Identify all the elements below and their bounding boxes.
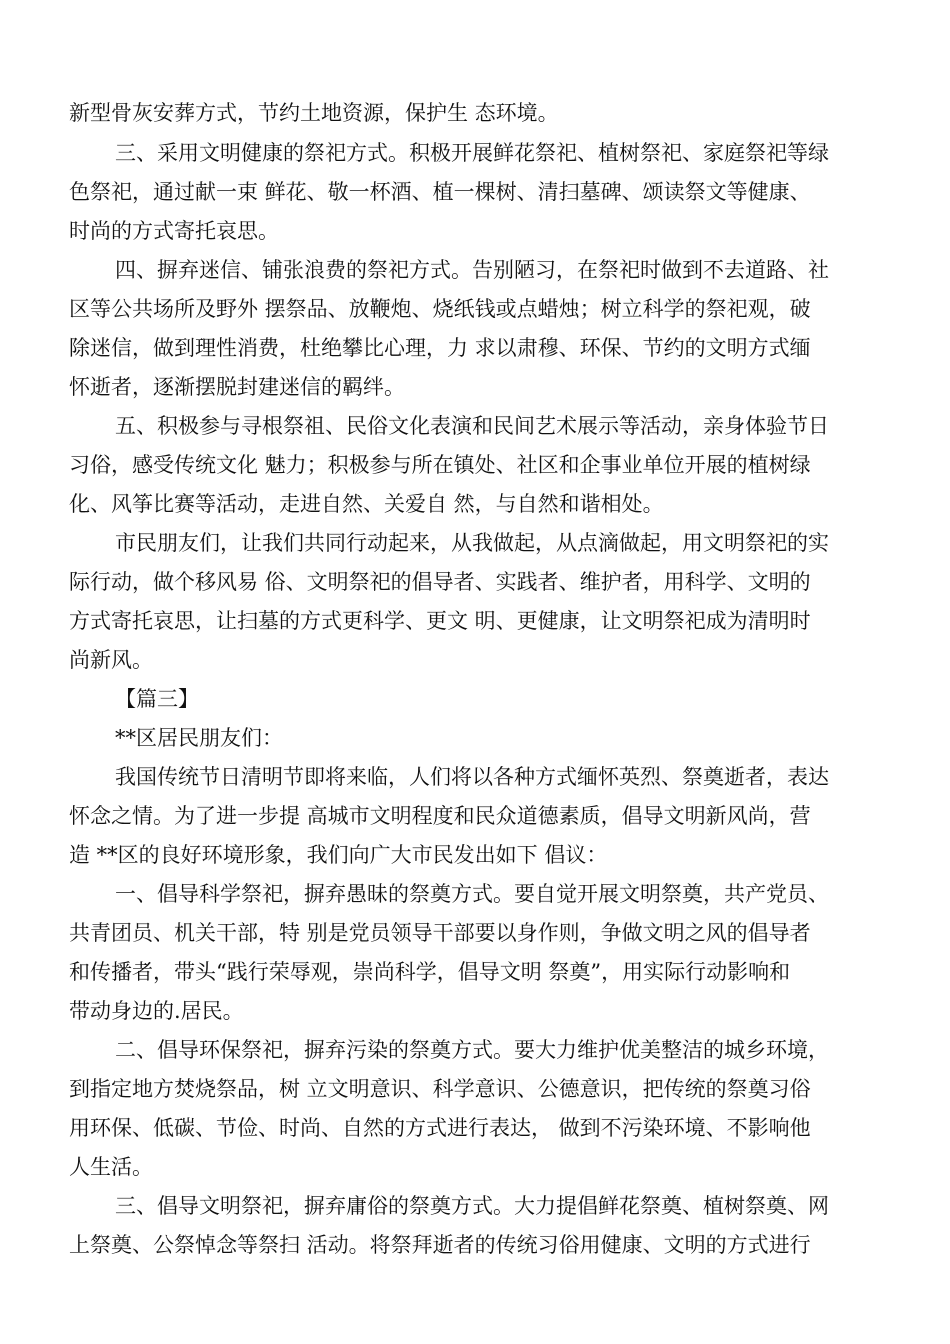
text-line-27: 用环保、低碳、节俭、时尚、自然的方式进行表达， 做到不污染环境、不影响他 — [69, 1116, 811, 1140]
text-line-18: 我国传统节日清明节即将来临，人们将以各种方式缅怀英烈、祭奠逝者，表达 — [115, 765, 829, 789]
text-line-8: 怀逝者，逐渐摆脱封建迷信的羁绊。 — [69, 375, 405, 399]
text-line-11: 化、风筝比赛等活动，走进自然、关爱自 然，与自然和谐相处。 — [69, 492, 664, 516]
text-line-9: 五、积极参与寻根祭祖、民俗文化表演和民间艺术展示等活动，亲身体验节日 — [115, 414, 829, 438]
text-line-14: 方式寄托哀思，让扫墓的方式更科学、更文 明、更健康，让文明祭祀成为清明时 — [69, 609, 811, 633]
text-line-4: 时尚的方式寄托哀思。 — [69, 219, 279, 243]
text-line-28: 人生活。 — [69, 1155, 153, 1179]
text-line-3: 色祭祀，通过献一束 鲜花、敬一杯酒、植一棵树、清扫墓碑、颂读祭文等健康、 — [69, 180, 811, 204]
text-line-10: 习俗，感受传统文化 魅力；积极参与所在镇处、社区和企事业单位开展的植树绿 — [69, 453, 811, 477]
text-line-2: 三、采用文明健康的祭祀方式。积极开展鲜花祭祀、植树祭祀、家庭祭祀等绿 — [115, 141, 829, 165]
text-line-21: 一、倡导科学祭祀，摒弃愚昧的祭奠方式。要自觉开展文明祭奠，共产党员、 — [115, 882, 829, 906]
text-line-29: 三、倡导文明祭祀，摒弃庸俗的祭奠方式。大力提倡鲜花祭奠、植树祭奠、网 — [115, 1194, 829, 1218]
text-line-7: 除迷信，做到理性消费，杜绝攀比心理，力 求以肃穆、环保、节约的文明方式缅 — [69, 336, 811, 360]
text-line-13: 际行动，做个移风易 俗、文明祭祀的倡导者、实践者、维护者，用科学、文明的 — [69, 570, 811, 594]
text-line-1: 新型骨灰安葬方式，节约土地资源，保护生 态环境。 — [69, 101, 559, 125]
text-line-12: 市民朋友们，让我们共同行动起来，从我做起，从点滴做起，用文明祭祀的实 — [115, 531, 829, 555]
text-line-24: 带动身边的.居民。 — [69, 999, 244, 1023]
text-line-15: 尚新风。 — [69, 648, 153, 672]
text-line-20: 造 **区的良好环境形象，我们向广大市民发出如下 倡议： — [69, 843, 608, 867]
text-line-6: 区等公共场所及野外 摆祭品、放鞭炮、烧纸钱或点蜡烛；树立科学的祭祀观，破 — [69, 297, 811, 321]
section-heading: 【篇三】 — [115, 687, 199, 711]
text-line-26: 到指定地方焚烧祭品，树 立文明意识、科学意识、公德意识，把传统的祭奠习俗 — [69, 1077, 811, 1101]
text-line-25: 二、倡导环保祭祀，摒弃污染的祭奠方式。要大力维护优美整洁的城乡环境， — [115, 1038, 829, 1062]
text-line-22: 共青团员、机关干部，特 别是党员领导干部要以身作则，争做文明之风的倡导者 — [69, 921, 811, 945]
salutation: **区居民朋友们： — [115, 726, 283, 750]
text-line-19: 怀念之情。为了进一步提 高城市文明程度和民众道德素质，倡导文明新风尚，营 — [69, 804, 811, 828]
text-line-23: 和传播者，带头“践行荣辱观，崇尚科学，倡导文明 祭奠”，用实际行动影响和 — [69, 960, 791, 984]
text-line-30: 上祭奠、公祭悼念等祭扫 活动。将祭拜逝者的传统习俗用健康、文明的方式进行 — [69, 1233, 811, 1257]
text-line-5: 四、摒弃迷信、铺张浪费的祭祀方式。告别陋习，在祭祀时做到不去道路、社 — [115, 258, 829, 282]
